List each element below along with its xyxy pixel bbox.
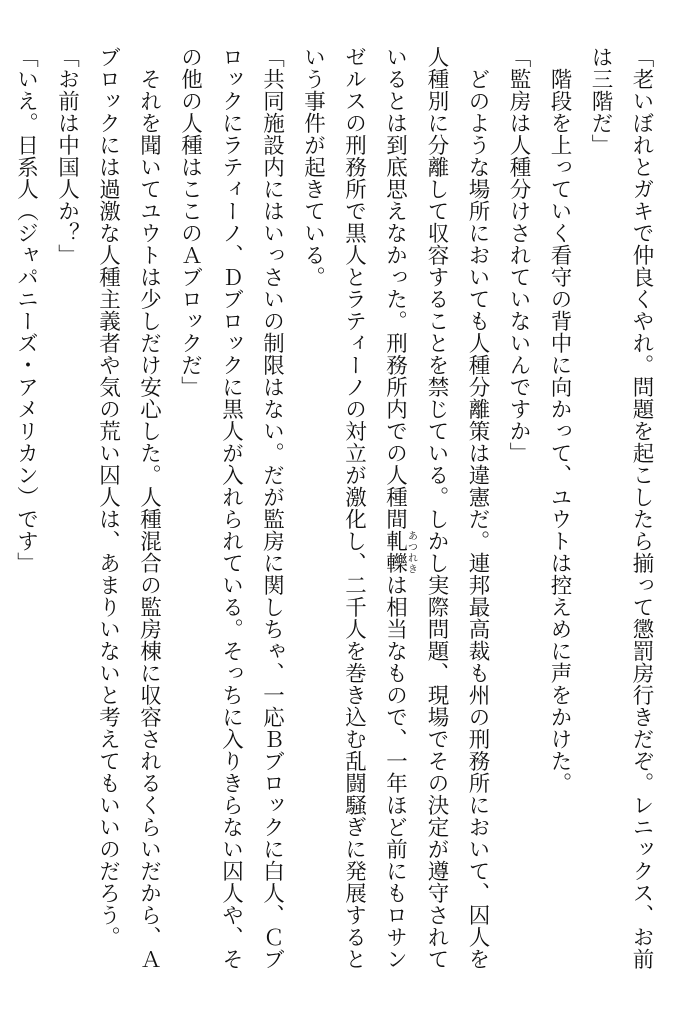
text-column-4: 「監房は人種分けされていないんですか」 <box>506 46 531 464</box>
text-column-13: それを聞いてユウトは少しだけ安心した。人種混合の監房棟に収容されるくらいだから、Ａ <box>136 46 162 970</box>
text-column-3: 階段を上っていく看守の背中に向かって、ユウトは控えめに声をかけた。 <box>547 46 572 794</box>
text-column-7-end: は相当なもので、一年ほど前にもロサン <box>382 574 408 970</box>
text-column-12: の他の人種はここのＡブロックだ」 <box>177 46 203 398</box>
text-column-10: 「共同施設内にはいっさいの制限はない。だが監房に関しちゃ、一応Ｂブロックに白人、Ｃブ <box>259 46 285 970</box>
text-column-9: いう事件が起きている。 <box>300 46 326 288</box>
ruby-word <box>382 530 417 574</box>
ruby-base: 軋轢 <box>382 530 408 574</box>
text-column-6: 人種別に分離して収容することを禁じている。しかし実際問題、現場でその決定が遵守されて <box>424 46 449 970</box>
text-column-5: どのような場所においても人種分離策は違憲だ。連邦最高裁も州の刑務所において、囚人を <box>465 46 490 970</box>
text-column-7-start: いるとは到底思えなかった。刑務所内での人種間 <box>382 46 408 530</box>
text-column-2: は三階だ」 <box>588 46 613 156</box>
ruby-reading: あつれき <box>405 530 417 574</box>
text-column-8: ゼルスの刑務所で黒人とラティーノの対立が激化し、二千人を巻き込む乱闘騒ぎに発展すると <box>341 46 367 970</box>
text-column-11: ロックにラティーノ、Ｄブロックに黒人が入れられている。そっちに入りきらない囚人や、そ <box>218 46 244 970</box>
text-column-14: ブロックには過激な人種主義者や気の荒い囚人は、あまりいないと考えてもいいのだろう。 <box>95 46 121 948</box>
text-column-17 <box>0 46 6 976</box>
novel-page <box>13 46 662 976</box>
text-column-1: 「老いぼれとガキで仲良くやれ。問題を起こしたら揃って懲罰房行きだぞ。レニックス、お前 <box>629 46 654 970</box>
text-column-7 <box>375 46 417 976</box>
text-column-15: 「お前は中国人か？」 <box>54 46 80 266</box>
text-column-16: 「いえ。日系人（ジャパニーズ・アメリカン）です」 <box>13 46 39 574</box>
